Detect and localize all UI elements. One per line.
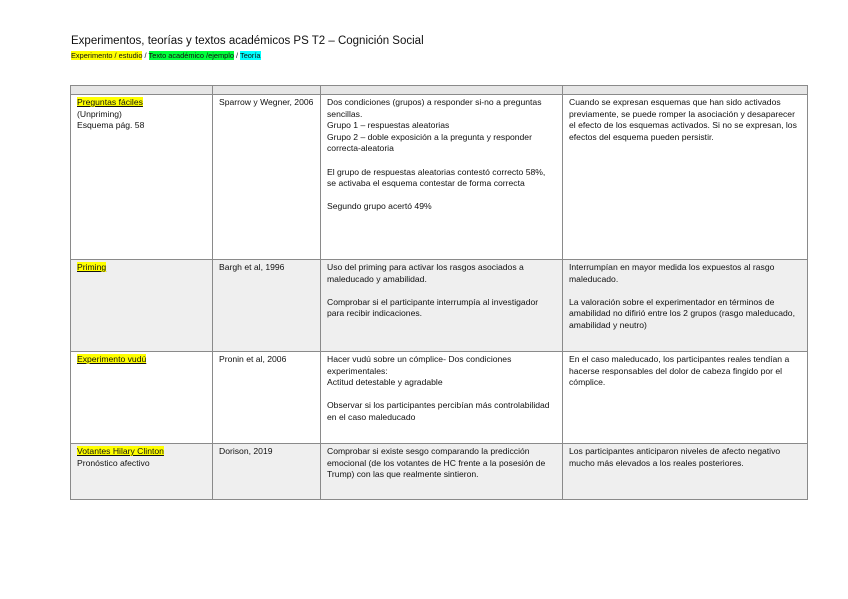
table-header-row — [71, 86, 808, 95]
result-cell — [563, 260, 808, 352]
legend-separator: / — [233, 51, 240, 60]
topic-title: Experimento vudú — [77, 354, 147, 364]
topic-title: Priming — [77, 262, 107, 272]
author-text: Bargh et al, 1996 — [219, 262, 285, 272]
cell-paragraph: En el caso maleducado, los participantes reales tendían a hacerse responsables del dolor de cabeza fingido por el cómplice. — [569, 354, 790, 388]
cell-paragraph: Grupo 1 – respuestas aleatorias — [327, 120, 450, 131]
cell-paragraph: El grupo de respuestas aleatorias contestó correcto 58%, se activaba el esquema contestar de forma correcta — [327, 166, 546, 189]
cell-paragraph: Cuando se expresan esquemas que han sido activados previamente, se puede romper la asociación y desaparecer el efecto de los esquemas activados. Si no se expresan, los efectos del esquema pueden persistir. — [569, 97, 797, 142]
cell-paragraph: Observar si los participantes percibían más controlabilidad en el caso maleducado — [327, 400, 550, 422]
cell-paragraph: Uso del priming para activar los rasgos asociados a maleducado y amabilidad. — [327, 262, 524, 284]
topic-cell — [71, 95, 213, 260]
cell-paragraph: Interrumpían en mayor medida los expuestos al rasgo maleducado. — [569, 262, 775, 284]
procedure-cell — [321, 444, 563, 500]
experiments-table — [70, 85, 808, 500]
procedure-cell — [321, 260, 563, 352]
cell-paragraph: Los participantes anticiparon niveles de afecto negativo mucho más elevados a los reales posteriores. — [569, 446, 781, 468]
result-cell — [563, 95, 808, 260]
cell-paragraph: Actitud detestable y agradable — [327, 377, 443, 388]
document-title: Experimentos, teorías y textos académicos PS T2 – Cognición Social — [71, 35, 424, 47]
author-text: Pronin et al, 2006 — [219, 354, 287, 364]
author-cell — [213, 260, 321, 352]
result-cell — [563, 352, 808, 444]
color-legend — [71, 51, 261, 61]
cell-paragraph: Grupo 2 – doble exposición a la pregunta y responder correcta-aleatoria — [327, 131, 532, 154]
table-row — [71, 95, 808, 260]
table-row — [71, 260, 808, 352]
table-row — [71, 352, 808, 444]
header-cell — [71, 86, 213, 95]
cell-paragraph: La valoración sobre el experimentador en términos de amabilidad no difirió entre los 2 grupos (rasgo maleducado, amabilidad y neutro) — [569, 296, 795, 330]
procedure-cell — [321, 352, 563, 444]
cell-paragraph: Dos condiciones (grupos) a responder si-no a preguntas sencillas. — [327, 97, 542, 119]
author-cell — [213, 444, 321, 500]
cell-paragraph: Segundo grupo acertó 49% — [327, 201, 432, 212]
legend-academic-text: Texto académico /ejemplo — [148, 51, 234, 60]
topic-reference: Esquema pág. 58 — [77, 120, 145, 131]
cell-paragraph: Hacer vudú sobre un cómplice- Dos condiciones experimentales: — [327, 354, 512, 376]
result-cell — [563, 444, 808, 500]
topic-cell — [71, 260, 213, 352]
legend-theory: Teoría — [240, 51, 261, 60]
author-cell — [213, 95, 321, 260]
topic-subtitle: Pronóstico afectivo — [77, 457, 150, 468]
cell-paragraph: Comprobar si existe sesgo comparando la predicción emocional (de los votantes de HC frente a la posesión de Trump) con las que realmente sintieron. — [327, 446, 546, 480]
header-cell — [321, 86, 563, 95]
author-cell — [213, 352, 321, 444]
procedure-cell — [321, 95, 563, 260]
legend-separator: / — [142, 51, 149, 60]
author-text: Sparrow y Wegner, 2006 — [219, 97, 314, 107]
legend-experiment: Experimento / estudio — [71, 51, 143, 60]
topic-cell — [71, 444, 213, 500]
topic-title: Votantes Hilary Clinton — [77, 446, 164, 456]
topic-subtitle: (Unpriming) — [77, 108, 122, 119]
cell-paragraph: Comprobar si el participante interrumpía al investigador para recibir indicaciones. — [327, 296, 539, 319]
author-text: Dorison, 2019 — [219, 446, 273, 456]
header-cell — [563, 86, 808, 95]
topic-cell — [71, 352, 213, 444]
topic-title: Preguntas fáciles — [77, 97, 143, 107]
header-cell — [213, 86, 321, 95]
table-row — [71, 444, 808, 500]
